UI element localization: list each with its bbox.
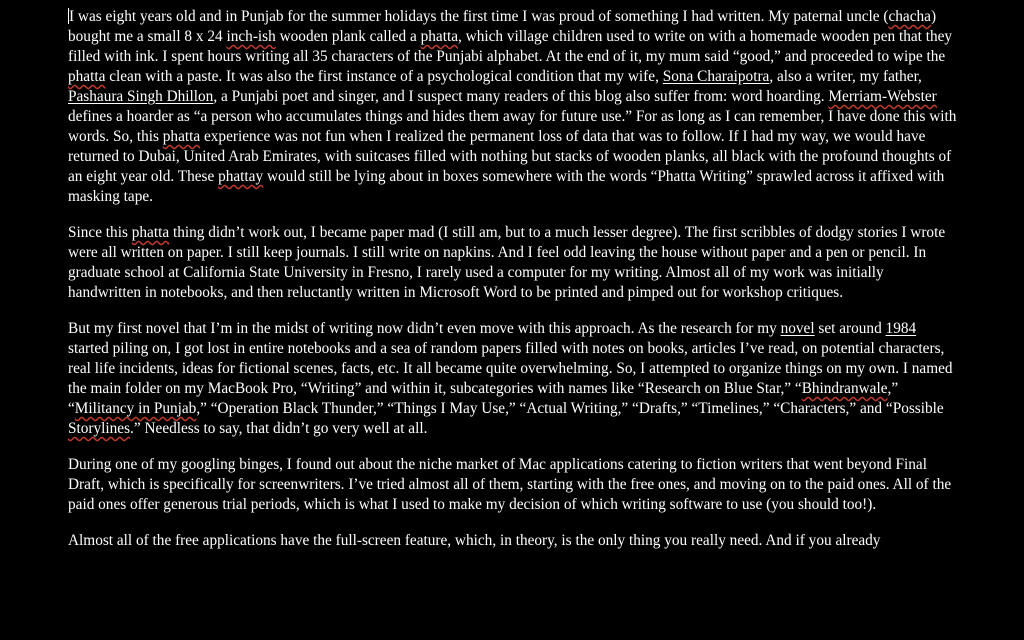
hyperlink[interactable]: novel (780, 320, 815, 337)
misspelled-word: inch-ish (226, 28, 276, 45)
paragraph-5-text (68, 532, 880, 549)
text-run: defines a hoarder as “a person who accumulates things and hides them away for future use.” For as long as I can remember, I have done this with words. So, this (68, 108, 957, 145)
hyperlink[interactable]: 1984 (885, 320, 917, 337)
misspelled-word: phatta (162, 128, 201, 145)
misspelled-word: phattay (218, 168, 264, 185)
text-run: thing didn’t work out, I became paper mad (I still am, but to a much lesser degree). The first scribbles of dodgy stories I wrote were all written on paper. I still keep journals. I still write on napkins. And I feel odd leaving the house without paper and a pen or pencil. In graduate school at California State University in Fresno, I rarely used a computer for my writing. Almost all of my work was initially handwritten in notebooks, and then reluctantly written in Microsoft Word to be printed and pimped out for workshop critiques. (68, 224, 946, 301)
fullscreen-editor[interactable] (68, 0, 958, 608)
text-run: Since this (68, 224, 132, 241)
text-run: clean with a paste. It was also the first instance of a psychological condition that my wife, (105, 68, 663, 85)
paragraph-5 (68, 531, 958, 551)
text-run: wooden plank called a (275, 28, 421, 45)
text-run: I was eight years old and in Punjab for the summer holidays the first time I was proud of something I had written. My paternal uncle ( (69, 8, 889, 25)
paragraph-3-text (68, 320, 953, 437)
document-text-area[interactable] (68, 0, 958, 551)
text-run: But my first novel that I’m in the midst of writing now didn’t even move with this approach. As the research for my (68, 320, 781, 337)
misspelled-word: Merriam-Webster (828, 88, 937, 105)
paragraph-4-text (68, 456, 951, 513)
text-run: started piling on, I got lost in entire notebooks and a sea of random papers filled with notes on books, articles I’ve read, on potential characters, real life incidents, ideas for fictional scenes, facts, etc. It all became quite overwhelming. So, I attempted to organize things on my own. I named the main folder on my MacBook Pro, “Writing” and within it, subcategories with names like “Research on Blue Star,” “ (68, 340, 953, 397)
text-run: , also a writer, my father, (769, 68, 922, 85)
misspelled-word: Militancy in Punjab (74, 400, 197, 417)
paragraph-1 (68, 7, 958, 207)
misspelled-word: phatta (420, 28, 459, 45)
paragraph-1-text (68, 8, 956, 205)
text-run: would still be lying about in boxes somewhere with the words “Phatta Writing” sprawled across it affixed with masking tape. (68, 168, 945, 205)
misspelled-word: Bhindranwale (801, 380, 888, 397)
text-run: During one of my googling binges, I found out about the niche market of Mac applications catering to fiction writers that went beyond Final Draft, which is specifically for screenwriters. I’ve tried almost all of them, starting with the free ones, and moving on to the paid ones. All of the paid ones offer generous trial periods, which is what I used to make my decision of which writing software to use (you should too!). (68, 456, 952, 513)
paragraph-3 (68, 319, 958, 439)
hyperlink[interactable]: Sona Charaipotra (662, 68, 770, 85)
misspelled-word: phatta (68, 68, 106, 85)
misspelled-word: Storylines (68, 420, 131, 437)
text-run: set around (814, 320, 886, 337)
text-run: ,” “Operation Black Thunder,” “Things I May Use,” “Actual Writing,” “Drafts,” “Timelines,” “Characters,” and “Possible (196, 400, 944, 417)
text-run: ) bought me a small 8 x 24 (68, 8, 937, 45)
paragraph-4 (68, 455, 958, 515)
text-run: , which village children used to write on with a homemade wooden pen that they filled with ink. I spent hours writing all 35 characters of the Punjabi alphabet. At the end of it, my mum said “good,” and proceeded to wipe the (68, 28, 953, 65)
paragraph-2-text (68, 224, 945, 301)
paragraph-2 (68, 223, 958, 303)
text-run: , a Punjabi poet and singer, and I suspect many readers of this blog also suffer from: word hoarding. (213, 88, 829, 105)
misspelled-word: chacha (888, 8, 931, 25)
text-run: Almost all of the free applications have the full-screen feature, which, in theory, is the only thing you really need. And if you already (68, 532, 881, 549)
text-run: experience was not fun when I realized the permanent loss of data that was to follow. If I had my way, we would have returned to Dubai, United Arab Emirates, with suitcases filled with nothing but stacks of wooden planks, all black with the profound thoughts of an eight year old. These (68, 128, 952, 185)
hyperlink[interactable]: Pashaura Singh Dhillon (68, 88, 214, 105)
misspelled-word: phatta (131, 224, 170, 241)
text-run: ,” “ (68, 380, 899, 417)
text-run: .” Needless to say, that didn’t go very well at all. (130, 420, 428, 437)
